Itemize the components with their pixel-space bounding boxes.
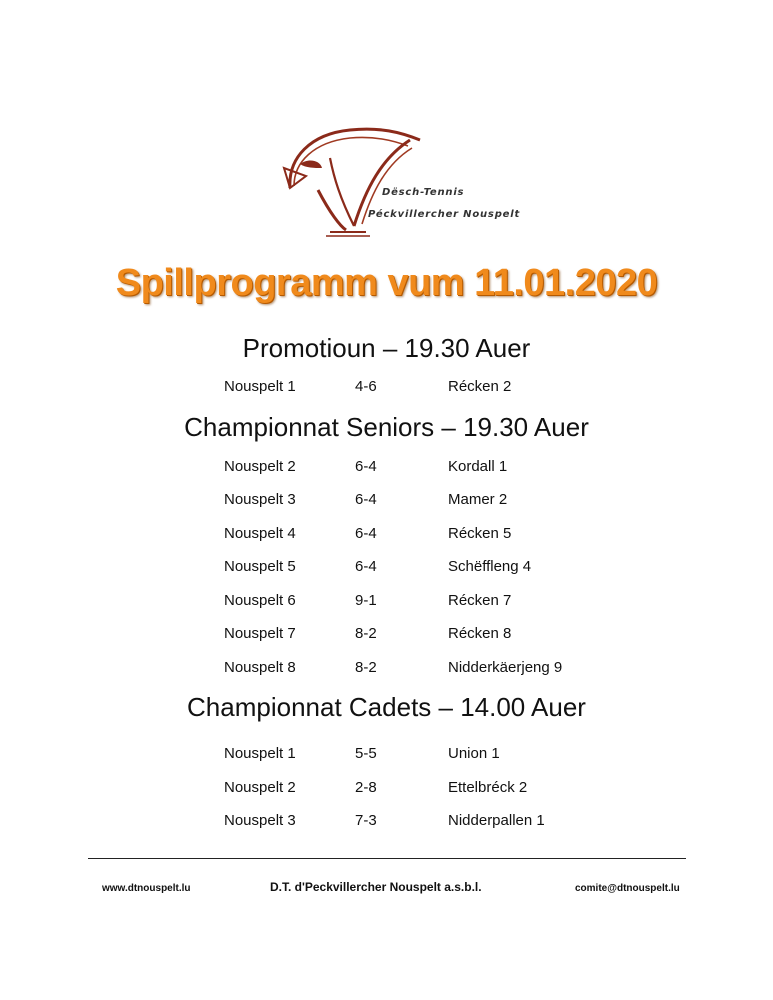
away-team: Récken 8: [448, 625, 512, 642]
logo-text-line1: Dësch-Tennis: [382, 187, 465, 198]
match-score: 2-8: [355, 779, 377, 796]
footer-divider: [88, 858, 686, 859]
match-score: 6-4: [355, 491, 377, 508]
match-row: [0, 491, 773, 513]
away-team: Schëffleng 4: [448, 558, 532, 575]
footer-email-link[interactable]: comite@dtnouspelt.lu: [575, 883, 680, 894]
match-score: 4-6: [355, 378, 377, 395]
match-row: [0, 378, 773, 400]
section-heading-promotioun: Promotioun – 19.30 Auer: [242, 333, 531, 363]
home-team: Nouspelt 2: [224, 779, 296, 796]
match-score: 6-4: [355, 525, 377, 542]
match-row: [0, 625, 773, 647]
match-row: [0, 458, 773, 480]
away-team: Récken 5: [448, 525, 512, 542]
home-team: Nouspelt 7: [224, 625, 296, 642]
away-team: Kordall 1: [448, 458, 508, 475]
home-team: Nouspelt 1: [224, 745, 296, 762]
footer-website-link[interactable]: www.dtnouspelt.lu: [102, 883, 191, 894]
away-team: Nidderpallen 1: [448, 812, 545, 829]
away-team: Nidderkäerjeng 9: [448, 659, 563, 676]
match-row: [0, 779, 773, 801]
footer-club-name: D.T. d'Peckvillercher Nouspelt a.s.b.l.: [270, 880, 482, 894]
match-row: [0, 745, 773, 767]
match-row: [0, 812, 773, 834]
away-team: Récken 7: [448, 592, 512, 609]
home-team: Nouspelt 8: [224, 659, 296, 676]
home-team: Nouspelt 3: [224, 491, 296, 508]
away-team: Union 1: [448, 745, 500, 762]
match-score: 5-5: [355, 745, 377, 762]
section-heading-seniors: Championnat Seniors – 19.30 Auer: [184, 412, 589, 442]
page-title: Spillprogramm vum 11.01.2020: [115, 262, 658, 304]
match-score: 7-3: [355, 812, 377, 829]
home-team: Nouspelt 1: [224, 378, 296, 395]
match-row: [0, 659, 773, 681]
bird-logo-icon: [270, 118, 510, 238]
away-team: Ettelbréck 2: [448, 779, 528, 796]
logo-text-line2: Péckvillercher Nouspelt: [368, 209, 521, 220]
match-score: 8-2: [355, 625, 377, 642]
match-score: 6-4: [355, 558, 377, 575]
home-team: Nouspelt 5: [224, 558, 296, 575]
match-row: [0, 525, 773, 547]
home-team: Nouspelt 3: [224, 812, 296, 829]
away-team: Mamer 2: [448, 491, 508, 508]
home-team: Nouspelt 6: [224, 592, 296, 609]
match-score: 9-1: [355, 592, 377, 609]
home-team: Nouspelt 4: [224, 525, 296, 542]
away-team: Récken 2: [448, 378, 512, 395]
match-row: [0, 592, 773, 614]
section-heading-cadets: Championnat Cadets – 14.00 Auer: [187, 692, 586, 722]
home-team: Nouspelt 2: [224, 458, 296, 475]
match-row: [0, 558, 773, 580]
match-score: 8-2: [355, 659, 377, 676]
match-score: 6-4: [355, 458, 377, 475]
